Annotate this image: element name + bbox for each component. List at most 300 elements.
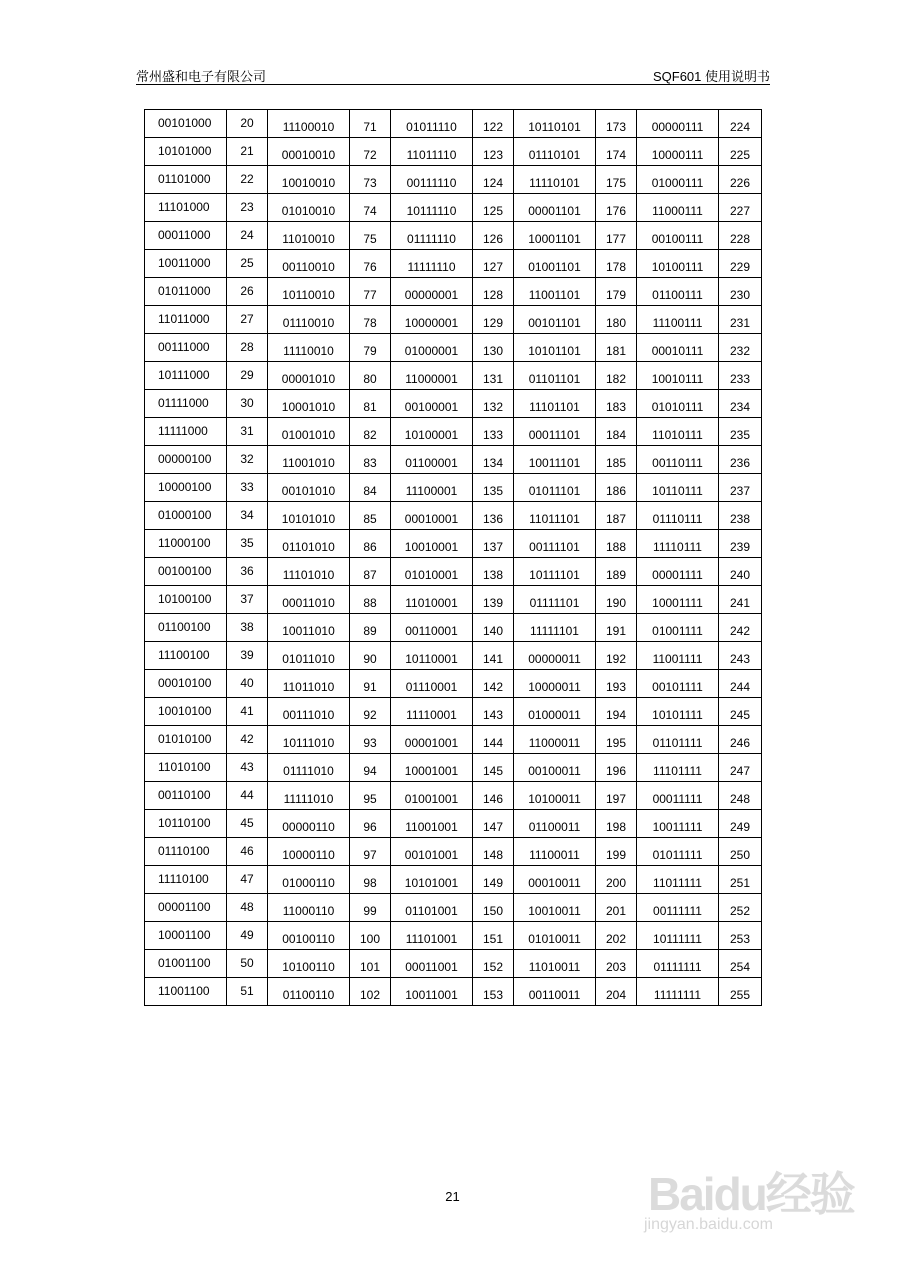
decimal-value-cell: 80 (350, 362, 391, 390)
binary-code-cell: 11110111 (637, 530, 719, 558)
binary-code-cell: 10111101 (514, 558, 596, 586)
binary-code-cell: 10010010 (268, 166, 350, 194)
decimal-value-cell: 83 (350, 446, 391, 474)
decimal-value-cell: 201 (596, 894, 637, 922)
decimal-value-cell: 30 (227, 390, 268, 418)
binary-code-cell: 11110001 (391, 698, 473, 726)
binary-code-cell: 01001010 (268, 418, 350, 446)
binary-code-cell: 01100111 (637, 278, 719, 306)
binary-code-cell: 10110111 (637, 474, 719, 502)
decimal-value-cell: 185 (596, 446, 637, 474)
table-row (145, 670, 762, 698)
decimal-value-cell: 72 (350, 138, 391, 166)
page-header (136, 64, 770, 85)
decimal-value-cell: 99 (350, 894, 391, 922)
table-row (145, 782, 762, 810)
decimal-value-cell: 87 (350, 558, 391, 586)
binary-code-cell: 00111010 (268, 698, 350, 726)
binary-code-cell: 01011010 (268, 642, 350, 670)
binary-code-cell: 01100011 (514, 810, 596, 838)
decimal-value-cell: 245 (719, 698, 762, 726)
binary-code-cell: 01000110 (268, 866, 350, 894)
binary-code-cell: 01011101 (514, 474, 596, 502)
decimal-value-cell: 44 (227, 782, 268, 810)
decimal-value-cell: 91 (350, 670, 391, 698)
binary-code-cell: 10010100 (145, 698, 227, 726)
decimal-value-cell: 174 (596, 138, 637, 166)
binary-code-cell: 11000111 (637, 194, 719, 222)
decimal-value-cell: 35 (227, 530, 268, 558)
binary-code-cell: 11111110 (391, 250, 473, 278)
decimal-value-cell: 134 (473, 446, 514, 474)
decimal-value-cell: 196 (596, 754, 637, 782)
decimal-value-cell: 238 (719, 502, 762, 530)
binary-code-cell: 11111101 (514, 614, 596, 642)
decimal-value-cell: 248 (719, 782, 762, 810)
binary-code-cell: 01001111 (637, 614, 719, 642)
binary-code-cell: 10000011 (514, 670, 596, 698)
decimal-value-cell: 73 (350, 166, 391, 194)
decimal-value-cell: 123 (473, 138, 514, 166)
binary-code-cell: 11111000 (145, 418, 227, 446)
binary-code-cell: 00011000 (145, 222, 227, 250)
decimal-value-cell: 177 (596, 222, 637, 250)
decimal-value-cell: 34 (227, 502, 268, 530)
decimal-value-cell: 144 (473, 726, 514, 754)
decimal-value-cell: 71 (350, 110, 391, 138)
decimal-value-cell: 133 (473, 418, 514, 446)
page-number: 21 (445, 1189, 460, 1204)
decimal-value-cell: 78 (350, 306, 391, 334)
decimal-value-cell: 25 (227, 250, 268, 278)
decimal-value-cell: 247 (719, 754, 762, 782)
decimal-value-cell: 148 (473, 838, 514, 866)
decimal-value-cell: 45 (227, 810, 268, 838)
binary-code-cell: 00100111 (637, 222, 719, 250)
binary-code-cell: 10001010 (268, 390, 350, 418)
binary-code-cell: 01111000 (145, 390, 227, 418)
binary-code-cell: 00001101 (514, 194, 596, 222)
binary-code-cell: 00100100 (145, 558, 227, 586)
decimal-value-cell: 46 (227, 838, 268, 866)
binary-code-cell: 00101010 (268, 474, 350, 502)
binary-code-cell: 10000110 (268, 838, 350, 866)
binary-code-cell: 00110011 (514, 978, 596, 1006)
binary-code-cell: 00110001 (391, 614, 473, 642)
table-row (145, 726, 762, 754)
decimal-value-cell: 29 (227, 362, 268, 390)
decimal-value-cell: 128 (473, 278, 514, 306)
decimal-value-cell: 47 (227, 866, 268, 894)
decimal-value-cell: 51 (227, 978, 268, 1006)
binary-code-cell: 10000001 (391, 306, 473, 334)
binary-code-cell: 00100011 (514, 754, 596, 782)
decimal-value-cell: 130 (473, 334, 514, 362)
decimal-value-cell: 249 (719, 810, 762, 838)
decimal-value-cell: 86 (350, 530, 391, 558)
decimal-value-cell: 20 (227, 110, 268, 138)
binary-code-cell: 01010011 (514, 922, 596, 950)
decimal-value-cell: 79 (350, 334, 391, 362)
binary-code-cell: 01111101 (514, 586, 596, 614)
decimal-value-cell: 183 (596, 390, 637, 418)
binary-code-cell: 00001111 (637, 558, 719, 586)
decimal-value-cell: 90 (350, 642, 391, 670)
binary-code-cell: 00111111 (637, 894, 719, 922)
decimal-value-cell: 190 (596, 586, 637, 614)
decimal-value-cell: 184 (596, 418, 637, 446)
table-row (145, 222, 762, 250)
binary-code-cell: 01110111 (637, 502, 719, 530)
binary-code-cell: 11001100 (145, 978, 227, 1006)
decimal-value-cell: 250 (719, 838, 762, 866)
decimal-value-cell: 197 (596, 782, 637, 810)
decimal-value-cell: 191 (596, 614, 637, 642)
binary-code-cell: 10011101 (514, 446, 596, 474)
table-row (145, 754, 762, 782)
binary-code-cell: 10100011 (514, 782, 596, 810)
binary-code-cell: 10001001 (391, 754, 473, 782)
decimal-value-cell: 228 (719, 222, 762, 250)
binary-code-cell: 11010100 (145, 754, 227, 782)
decimal-value-cell: 229 (719, 250, 762, 278)
binary-code-cell: 01011111 (637, 838, 719, 866)
decimal-value-cell: 251 (719, 866, 762, 894)
decimal-value-cell: 192 (596, 642, 637, 670)
binary-code-cell: 11100111 (637, 306, 719, 334)
decimal-value-cell: 24 (227, 222, 268, 250)
binary-code-cell: 01000100 (145, 502, 227, 530)
decimal-value-cell: 187 (596, 502, 637, 530)
table-row (145, 894, 762, 922)
binary-code-cell: 11110100 (145, 866, 227, 894)
table-row (145, 614, 762, 642)
binary-code-cell: 11111010 (268, 782, 350, 810)
binary-code-cell: 01101111 (637, 726, 719, 754)
decimal-value-cell: 49 (227, 922, 268, 950)
table-row (145, 166, 762, 194)
table-row (145, 362, 762, 390)
binary-code-cell: 01000001 (391, 334, 473, 362)
decimal-value-cell: 101 (350, 950, 391, 978)
decimal-value-cell: 252 (719, 894, 762, 922)
decimal-value-cell: 100 (350, 922, 391, 950)
decimal-value-cell: 85 (350, 502, 391, 530)
binary-code-cell: 10111010 (268, 726, 350, 754)
binary-code-cell: 00111110 (391, 166, 473, 194)
decimal-value-cell: 178 (596, 250, 637, 278)
binary-code-cell: 10101001 (391, 866, 473, 894)
table-row (145, 978, 762, 1006)
table-row (145, 502, 762, 530)
decimal-value-cell: 153 (473, 978, 514, 1006)
decimal-value-cell: 136 (473, 502, 514, 530)
binary-code-cell: 10001100 (145, 922, 227, 950)
binary-code-cell: 00011111 (637, 782, 719, 810)
decimal-value-cell: 50 (227, 950, 268, 978)
decimal-value-cell: 186 (596, 474, 637, 502)
binary-code-cell: 11011000 (145, 306, 227, 334)
decimal-value-cell: 42 (227, 726, 268, 754)
table-row (145, 530, 762, 558)
decimal-value-cell: 255 (719, 978, 762, 1006)
binary-code-cell: 11010011 (514, 950, 596, 978)
table-row (145, 474, 762, 502)
decimal-value-cell: 175 (596, 166, 637, 194)
decimal-value-cell: 202 (596, 922, 637, 950)
binary-code-cell: 00100001 (391, 390, 473, 418)
decimal-value-cell: 88 (350, 586, 391, 614)
decimal-value-cell: 242 (719, 614, 762, 642)
decimal-value-cell: 152 (473, 950, 514, 978)
decimal-value-cell: 235 (719, 418, 762, 446)
binary-code-cell: 01100110 (268, 978, 350, 1006)
decimal-value-cell: 98 (350, 866, 391, 894)
binary-code-cell: 11001010 (268, 446, 350, 474)
binary-code-cell: 01010010 (268, 194, 350, 222)
decimal-value-cell: 92 (350, 698, 391, 726)
binary-code-cell: 11011010 (268, 670, 350, 698)
decimal-value-cell: 204 (596, 978, 637, 1006)
binary-code-cell: 11101001 (391, 922, 473, 950)
binary-code-cell: 00101101 (514, 306, 596, 334)
binary-code-cell: 10000111 (637, 138, 719, 166)
decimal-value-cell: 244 (719, 670, 762, 698)
binary-code-cell: 10111000 (145, 362, 227, 390)
binary-code-cell: 01100001 (391, 446, 473, 474)
binary-code-cell: 10101000 (145, 138, 227, 166)
binary-code-cell: 10110101 (514, 110, 596, 138)
binary-code-cell: 11001111 (637, 642, 719, 670)
decimal-value-cell: 236 (719, 446, 762, 474)
binary-code-cell: 01101101 (514, 362, 596, 390)
binary-code-cell: 11011101 (514, 502, 596, 530)
binary-code-cell: 01001100 (145, 950, 227, 978)
decimal-value-cell: 181 (596, 334, 637, 362)
decimal-value-cell: 31 (227, 418, 268, 446)
binary-code-cell: 01111010 (268, 754, 350, 782)
binary-code-cell: 01000011 (514, 698, 596, 726)
binary-code-cell: 00100110 (268, 922, 350, 950)
binary-code-cell: 00000011 (514, 642, 596, 670)
binary-code-cell: 01100100 (145, 614, 227, 642)
decimal-value-cell: 199 (596, 838, 637, 866)
decimal-value-cell: 179 (596, 278, 637, 306)
decimal-value-cell: 132 (473, 390, 514, 418)
decimal-value-cell: 143 (473, 698, 514, 726)
binary-code-cell: 01110100 (145, 838, 227, 866)
watermark-url: jingyan.baidu.com (644, 1216, 773, 1233)
decimal-value-cell: 230 (719, 278, 762, 306)
binary-code-cell: 10011111 (637, 810, 719, 838)
binary-code-cell: 01011000 (145, 278, 227, 306)
binary-code-cell: 01110010 (268, 306, 350, 334)
decimal-value-cell: 234 (719, 390, 762, 418)
decimal-value-cell: 95 (350, 782, 391, 810)
decimal-value-cell: 89 (350, 614, 391, 642)
decimal-value-cell: 224 (719, 110, 762, 138)
decimal-value-cell: 94 (350, 754, 391, 782)
binary-code-cell: 01111111 (637, 950, 719, 978)
binary-code-cell: 10110100 (145, 810, 227, 838)
binary-code-cell: 11010111 (637, 418, 719, 446)
decimal-value-cell: 84 (350, 474, 391, 502)
binary-code-cell: 11100010 (268, 110, 350, 138)
decimal-value-cell: 102 (350, 978, 391, 1006)
binary-code-cell: 00011010 (268, 586, 350, 614)
decimal-value-cell: 82 (350, 418, 391, 446)
binary-code-cell: 10100001 (391, 418, 473, 446)
binary-code-cell: 00001100 (145, 894, 227, 922)
binary-code-cell: 01111110 (391, 222, 473, 250)
binary-code-cell: 01110001 (391, 670, 473, 698)
table-row (145, 586, 762, 614)
binary-code-cell: 00110010 (268, 250, 350, 278)
binary-code-cell: 00000110 (268, 810, 350, 838)
table-row (145, 390, 762, 418)
decimal-value-cell: 96 (350, 810, 391, 838)
table-row (145, 866, 762, 894)
decimal-value-cell: 137 (473, 530, 514, 558)
binary-code-cell: 10010111 (637, 362, 719, 390)
binary-code-cell: 10111110 (391, 194, 473, 222)
binary-code-cell: 11011110 (391, 138, 473, 166)
binary-code-cell: 11001001 (391, 810, 473, 838)
decimal-value-cell: 149 (473, 866, 514, 894)
binary-code-cell: 10110001 (391, 642, 473, 670)
binary-code-cell: 00101000 (145, 110, 227, 138)
decimal-value-cell: 127 (473, 250, 514, 278)
decimal-value-cell: 77 (350, 278, 391, 306)
decimal-value-cell: 200 (596, 866, 637, 894)
decimal-value-cell: 129 (473, 306, 514, 334)
binary-code-cell: 00111000 (145, 334, 227, 362)
decimal-value-cell: 227 (719, 194, 762, 222)
binary-code-cell: 01101000 (145, 166, 227, 194)
decimal-value-cell: 142 (473, 670, 514, 698)
binary-code-cell: 01001101 (514, 250, 596, 278)
decimal-value-cell: 182 (596, 362, 637, 390)
decimal-value-cell: 125 (473, 194, 514, 222)
decimal-value-cell: 138 (473, 558, 514, 586)
binary-code-cell: 11010010 (268, 222, 350, 250)
binary-code-cell: 01001001 (391, 782, 473, 810)
decimal-value-cell: 226 (719, 166, 762, 194)
binary-code-cell: 00101001 (391, 838, 473, 866)
decimal-value-cell: 139 (473, 586, 514, 614)
decimal-value-cell: 237 (719, 474, 762, 502)
decimal-value-cell: 135 (473, 474, 514, 502)
binary-code-cell: 11000100 (145, 530, 227, 558)
decimal-value-cell: 176 (596, 194, 637, 222)
binary-code-cell: 10111111 (637, 922, 719, 950)
table-row (145, 922, 762, 950)
decimal-value-cell: 151 (473, 922, 514, 950)
binary-code-cell: 00111101 (514, 530, 596, 558)
binary-code-cell: 01010111 (637, 390, 719, 418)
binary-code-cell: 11100001 (391, 474, 473, 502)
decimal-value-cell: 41 (227, 698, 268, 726)
binary-code-cell: 10011010 (268, 614, 350, 642)
binary-code-cell: 11001101 (514, 278, 596, 306)
decimal-value-cell: 21 (227, 138, 268, 166)
decimal-value-cell: 150 (473, 894, 514, 922)
binary-code-cell: 11000011 (514, 726, 596, 754)
binary-code-cell: 01101001 (391, 894, 473, 922)
binary-code-cell: 00001001 (391, 726, 473, 754)
binary-code-cell: 00110111 (637, 446, 719, 474)
table-row (145, 642, 762, 670)
decimal-value-cell: 97 (350, 838, 391, 866)
decimal-value-cell: 146 (473, 782, 514, 810)
decimal-value-cell: 131 (473, 362, 514, 390)
decimal-value-cell: 48 (227, 894, 268, 922)
binary-code-cell: 10011000 (145, 250, 227, 278)
decimal-value-cell: 254 (719, 950, 762, 978)
binary-code-cell: 10101010 (268, 502, 350, 530)
decimal-value-cell: 241 (719, 586, 762, 614)
table-row (145, 306, 762, 334)
decimal-value-cell: 75 (350, 222, 391, 250)
table-row (145, 810, 762, 838)
binary-code-cell: 00010111 (637, 334, 719, 362)
binary-code-cell: 00101111 (637, 670, 719, 698)
binary-code-cell: 11111111 (637, 978, 719, 1006)
decimal-value-cell: 141 (473, 642, 514, 670)
binary-code-cell: 00010011 (514, 866, 596, 894)
baidu-watermark (640, 1140, 880, 1260)
binary-code-cell: 11110101 (514, 166, 596, 194)
binary-code-cell: 00000111 (637, 110, 719, 138)
binary-code-cell: 00011101 (514, 418, 596, 446)
binary-code-cell: 10001101 (514, 222, 596, 250)
decimal-value-cell: 193 (596, 670, 637, 698)
decimal-value-cell: 145 (473, 754, 514, 782)
decimal-value-cell: 203 (596, 950, 637, 978)
decimal-value-cell: 140 (473, 614, 514, 642)
table-row (145, 446, 762, 474)
binary-code-cell: 00011001 (391, 950, 473, 978)
binary-code-cell: 00001010 (268, 362, 350, 390)
decimal-value-cell: 22 (227, 166, 268, 194)
binary-code-cell: 11000110 (268, 894, 350, 922)
decimal-value-cell: 126 (473, 222, 514, 250)
binary-code-cell: 00000100 (145, 446, 227, 474)
binary-code-cell: 00010100 (145, 670, 227, 698)
decimal-value-cell: 76 (350, 250, 391, 278)
binary-code-cell: 10100110 (268, 950, 350, 978)
binary-code-cell: 01101010 (268, 530, 350, 558)
decimal-value-cell: 23 (227, 194, 268, 222)
decimal-value-cell: 28 (227, 334, 268, 362)
decimal-value-cell: 40 (227, 670, 268, 698)
header-company: 常州盛和电子有限公司 (136, 69, 267, 84)
decimal-value-cell: 180 (596, 306, 637, 334)
decimal-value-cell: 33 (227, 474, 268, 502)
decimal-value-cell: 93 (350, 726, 391, 754)
binary-code-cell: 10010011 (514, 894, 596, 922)
decimal-value-cell: 194 (596, 698, 637, 726)
binary-code-cell: 11100011 (514, 838, 596, 866)
binary-code-cell: 11101000 (145, 194, 227, 222)
table-row (145, 418, 762, 446)
binary-code-cell: 10010001 (391, 530, 473, 558)
binary-code-cell: 10100100 (145, 586, 227, 614)
binary-code-cell: 01110101 (514, 138, 596, 166)
binary-code-cell: 11010001 (391, 586, 473, 614)
decimal-value-cell: 225 (719, 138, 762, 166)
binary-code-cell: 10000100 (145, 474, 227, 502)
